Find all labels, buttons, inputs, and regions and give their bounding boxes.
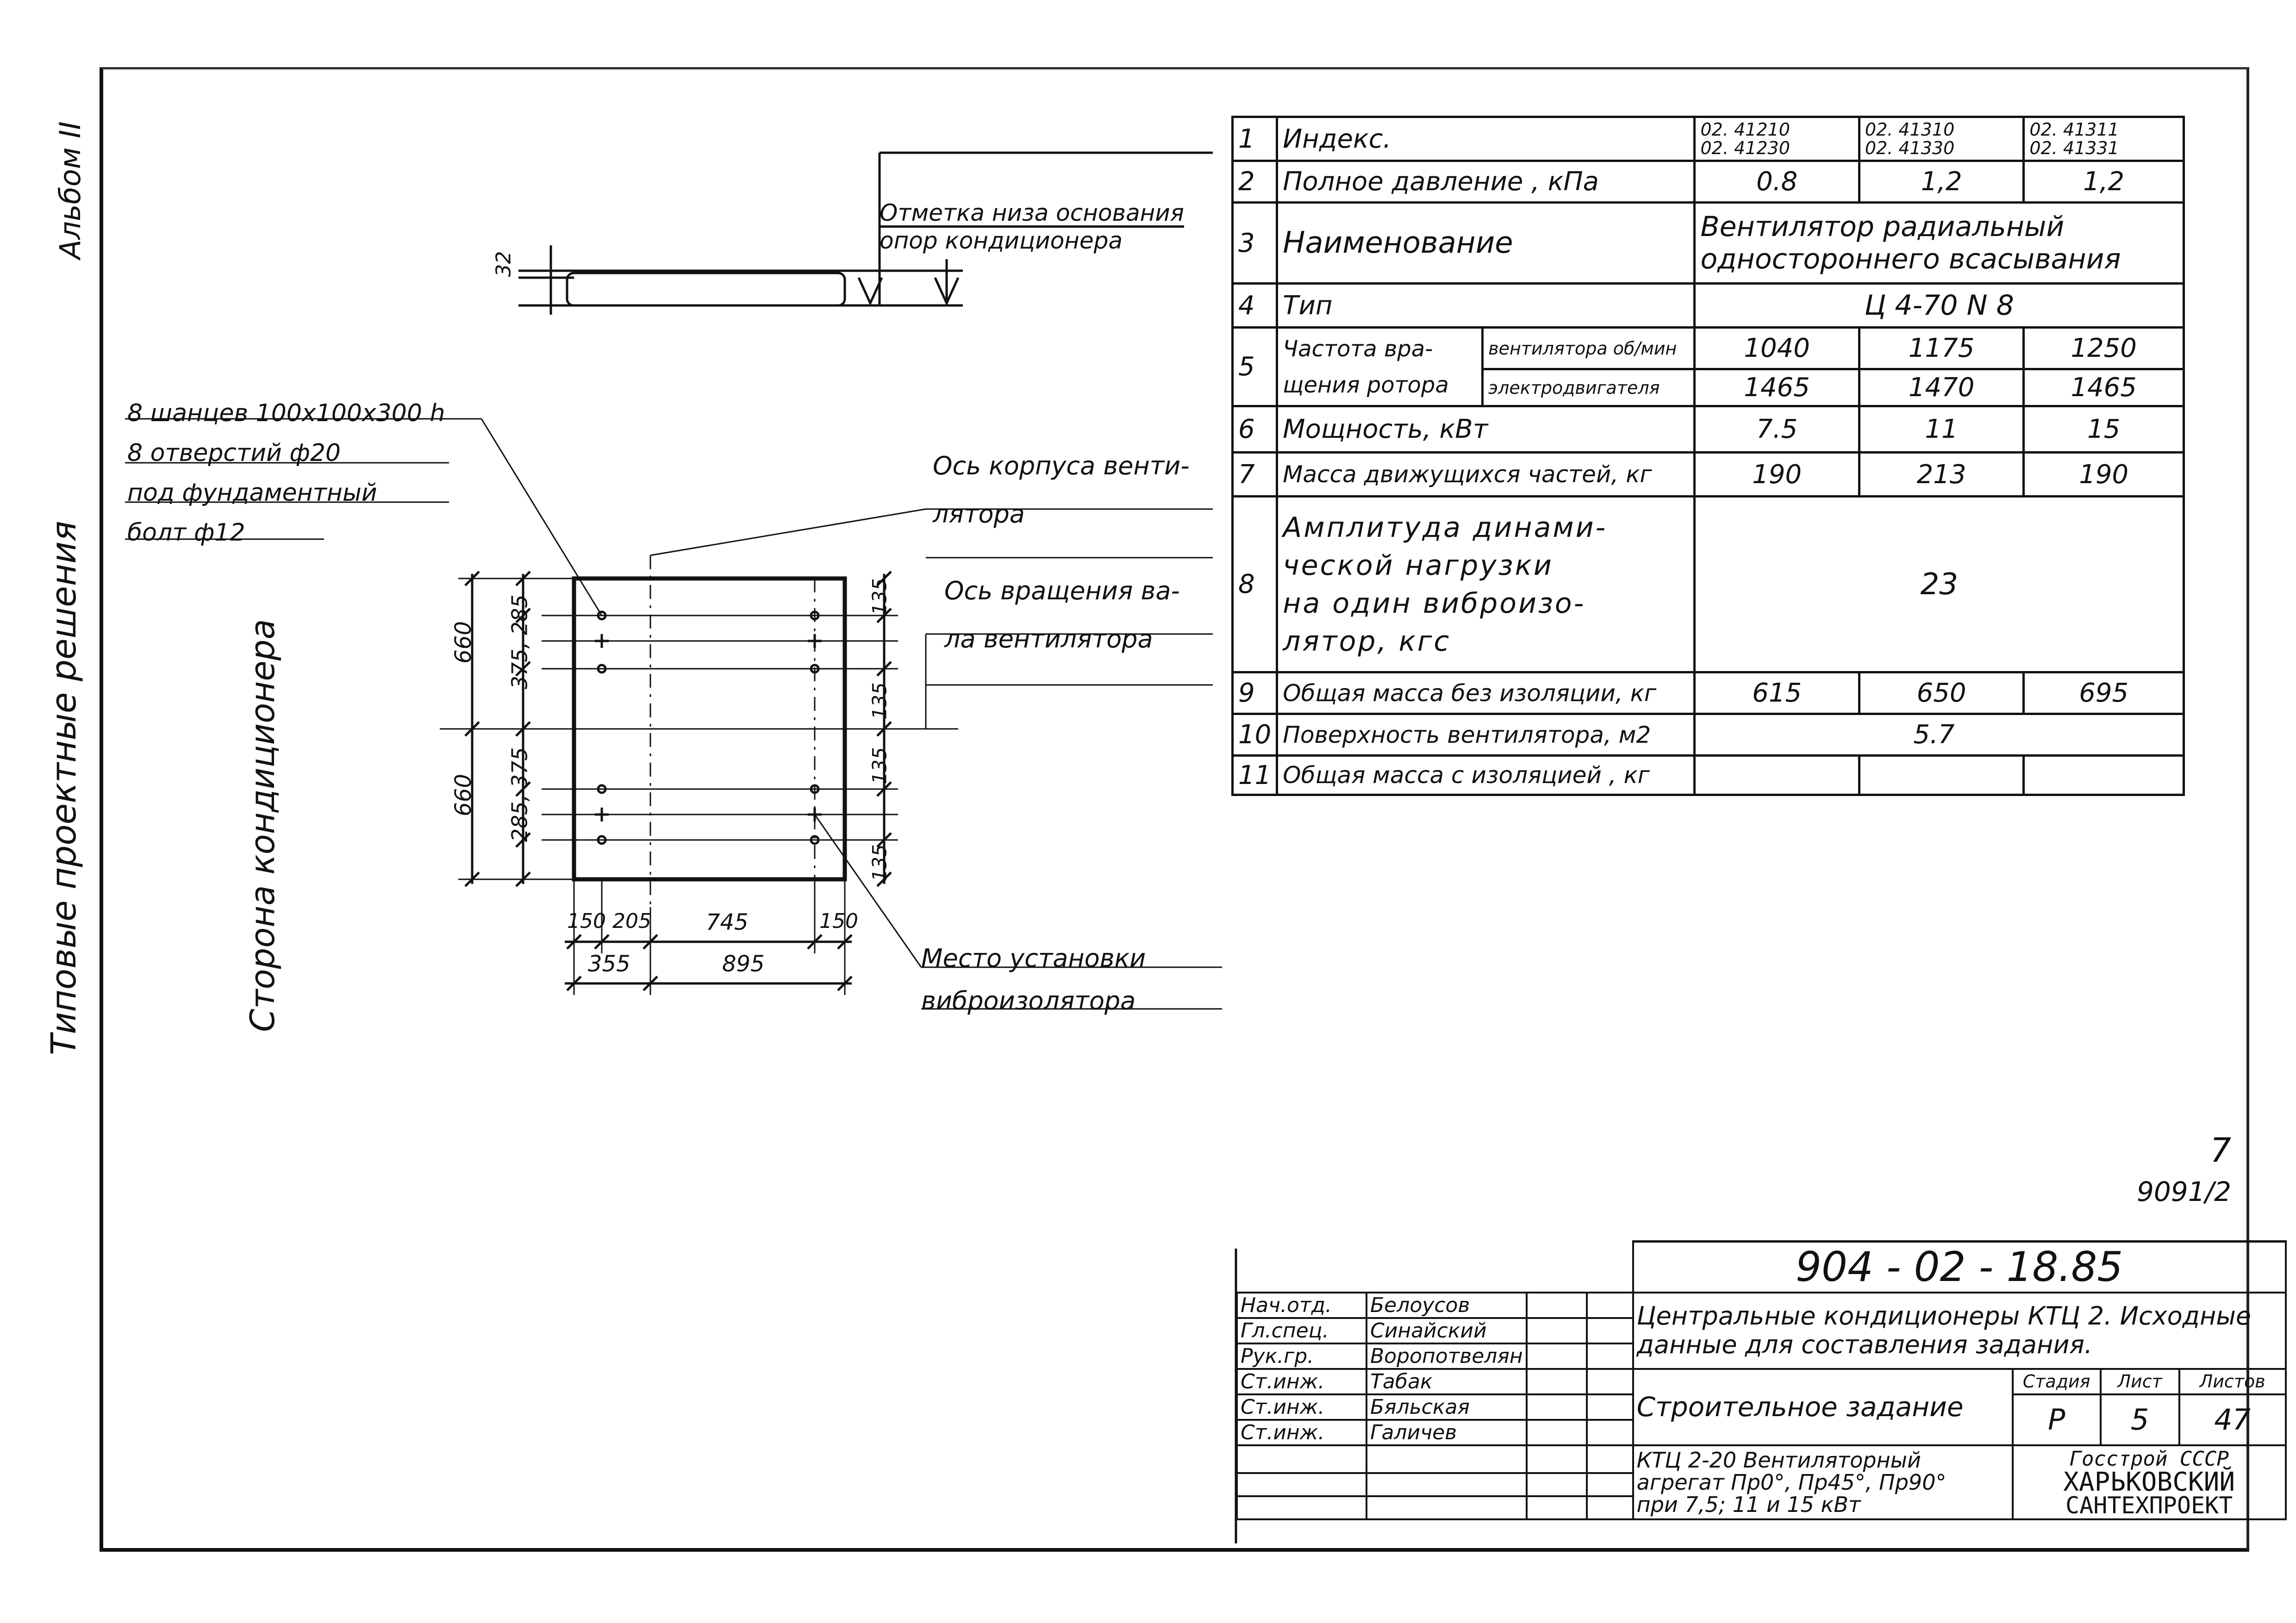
sheet-mark-number: 7 bbox=[2210, 1131, 2231, 1169]
mass-no-insulation-2: 650 bbox=[1859, 672, 2023, 714]
person-signature bbox=[1527, 1420, 1587, 1445]
power-1: 7.5 bbox=[1695, 406, 1859, 453]
mass-no-insulation-3: 695 bbox=[2024, 672, 2184, 714]
organization-line-1: Госстрой СССР bbox=[2069, 1447, 2229, 1471]
title-block bbox=[1236, 1240, 2287, 1520]
person-name: Синайский bbox=[1366, 1318, 1527, 1343]
anchor-callout-line-3: под фундаментный bbox=[127, 479, 377, 507]
name-value bbox=[1695, 203, 2184, 284]
isolator-callout bbox=[921, 937, 1146, 1022]
mass-no-insulation-1: 615 bbox=[1695, 672, 1859, 714]
motor-rpm-3: 1465 bbox=[2024, 369, 2184, 406]
index-col-2-a: 02. 41310 bbox=[1865, 119, 1955, 140]
blank-row bbox=[1237, 1445, 2286, 1473]
mass-insulation-3 bbox=[2024, 756, 2184, 795]
index-label: Индекс. bbox=[1277, 117, 1695, 161]
body-axis-callout-line-2: лятора bbox=[933, 499, 1025, 529]
sheet-description bbox=[1633, 1445, 2013, 1519]
dynamic-load-value: 23 bbox=[1695, 497, 2184, 672]
blank-cell bbox=[1527, 1496, 1587, 1519]
person-signature bbox=[1527, 1369, 1587, 1394]
power-label: Мощность, кВт bbox=[1277, 406, 1695, 453]
spec-row-6 bbox=[1233, 406, 2184, 453]
shaft-axis-callout bbox=[944, 567, 1180, 663]
series-label: Типовые проектные решения bbox=[44, 521, 84, 1055]
power-2: 11 bbox=[1859, 406, 2023, 453]
dimension-32: 32 bbox=[492, 251, 516, 277]
dynamic-load-line-2: ческой нагрузки bbox=[1283, 549, 1554, 582]
person-name: Белоусов bbox=[1366, 1293, 1527, 1318]
person-role: Ст.инж. bbox=[1237, 1394, 1366, 1420]
rotation-label-line-1: Частота вра- bbox=[1283, 336, 1433, 362]
blank-cell bbox=[1587, 1473, 1633, 1496]
pressure-1: 0.8 bbox=[1695, 161, 1859, 203]
person-role: Гл.спец. bbox=[1237, 1318, 1366, 1343]
mass-insulation-label: Общая масса с изоляцией , кг bbox=[1277, 756, 1695, 795]
rotation-label bbox=[1277, 328, 1483, 406]
sheet-header: Лист bbox=[2101, 1369, 2179, 1394]
organization-line-3: САНТЕХПРОЕКТ bbox=[2065, 1492, 2233, 1519]
person-row bbox=[1237, 1293, 2286, 1318]
blank-cell bbox=[1366, 1473, 1527, 1496]
dim-745: 745 bbox=[706, 909, 749, 935]
row-number: 4 bbox=[1233, 284, 1277, 328]
blank-cell bbox=[1237, 1496, 1366, 1519]
index-col-1 bbox=[1695, 117, 1859, 161]
index-col-2 bbox=[1859, 117, 2023, 161]
anchor-callout-line-4: болт ф12 bbox=[127, 519, 245, 547]
person-date bbox=[1587, 1394, 1633, 1420]
index-col-3-b: 02. 41331 bbox=[2029, 138, 2119, 158]
fan-rpm-2: 1175 bbox=[1859, 328, 2023, 369]
spec-row-7 bbox=[1233, 453, 2184, 497]
spec-row-1 bbox=[1233, 117, 2184, 161]
sheets-header: Листов bbox=[2179, 1369, 2286, 1394]
blank-cell bbox=[1237, 1445, 1366, 1473]
anchor-callout-line-1: 8 шанцев 100х100х300 h bbox=[127, 399, 445, 427]
person-date bbox=[1587, 1318, 1633, 1343]
person-name: Бяльская bbox=[1366, 1394, 1527, 1420]
isolator-callout-line-1: Место установки bbox=[921, 944, 1146, 973]
fan-spec-table bbox=[1231, 116, 2185, 796]
surface-value: 5.7 bbox=[1695, 714, 2184, 756]
index-col-1-a: 02. 41210 bbox=[1700, 119, 1790, 140]
person-role: Ст.инж. bbox=[1237, 1420, 1366, 1445]
dim-355: 355 bbox=[588, 951, 630, 977]
person-role: Нач.отд. bbox=[1237, 1293, 1366, 1318]
person-role: Ст.инж. bbox=[1237, 1369, 1366, 1394]
spec-row-9 bbox=[1233, 672, 2184, 714]
document-code: 904 - 02 - 18.85 bbox=[1633, 1242, 2286, 1293]
name-value-line-2: одностороннего всасывания bbox=[1700, 243, 2121, 275]
motor-rpm-label: электродвигателя bbox=[1483, 369, 1695, 406]
pressure-3: 1,2 bbox=[2024, 161, 2184, 203]
spec-row-10 bbox=[1233, 714, 2184, 756]
task-title: Строительное задание bbox=[1633, 1369, 2013, 1445]
person-role: Рук.гр. bbox=[1237, 1343, 1366, 1369]
stage-value: Р bbox=[2013, 1394, 2101, 1445]
dynamic-load-line-4: лятор, кгс bbox=[1283, 625, 1451, 658]
moving-mass-2: 213 bbox=[1859, 453, 2023, 497]
person-name: Табак bbox=[1366, 1369, 1527, 1394]
blank-cell bbox=[1587, 1496, 1633, 1519]
base-mark-note-line-1: Отметка низа основания bbox=[880, 199, 1184, 226]
album-label: Альбом II bbox=[53, 121, 87, 259]
body-axis-callout bbox=[933, 442, 1190, 538]
dim-150-205: 150 205 bbox=[567, 909, 651, 933]
pressure-label: Полное давление , кПа bbox=[1277, 161, 1695, 203]
mass-no-insulation-label: Общая масса без изоляции, кг bbox=[1277, 672, 1695, 714]
fan-rpm-3: 1250 bbox=[2024, 328, 2184, 369]
fan-rpm-label: вентилятора об/мин bbox=[1483, 328, 1695, 369]
pressure-2: 1,2 bbox=[1859, 161, 2023, 203]
sheet-description-line-1: КТЦ 2-20 Вентиляторный bbox=[1636, 1447, 1921, 1473]
index-col-1-b: 02. 41230 bbox=[1700, 138, 1790, 158]
person-date bbox=[1587, 1420, 1633, 1445]
sheet-mark bbox=[2129, 1129, 2231, 1213]
person-date bbox=[1587, 1369, 1633, 1394]
row-number: 9 bbox=[1233, 672, 1277, 714]
dim-660-top: 660 bbox=[450, 621, 476, 664]
moving-mass-3: 190 bbox=[2024, 453, 2184, 497]
row-number: 1 bbox=[1233, 117, 1277, 161]
blank-cell bbox=[1527, 1473, 1587, 1496]
motor-rpm-1: 1465 bbox=[1695, 369, 1859, 406]
sheet-mark-code: 9091/2 bbox=[2136, 1176, 2231, 1207]
person-signature bbox=[1527, 1293, 1587, 1318]
row-number: 10 bbox=[1233, 714, 1277, 756]
type-label: Тип bbox=[1277, 284, 1695, 328]
mass-insulation-2 bbox=[1859, 756, 2023, 795]
spec-row-8 bbox=[1233, 497, 2184, 672]
person-signature bbox=[1527, 1343, 1587, 1369]
shaft-axis-callout-line-1: Ось вращения ва- bbox=[944, 576, 1180, 605]
surface-label: Поверхность вентилятора, м2 bbox=[1277, 714, 1695, 756]
dim-150-right: 150 bbox=[819, 909, 858, 933]
dim-135-4: 135 bbox=[868, 844, 891, 882]
blank-cell bbox=[1366, 1496, 1527, 1519]
blank-cell bbox=[1237, 1473, 1366, 1496]
person-name: Воропотвелян bbox=[1366, 1343, 1527, 1369]
person-row bbox=[1237, 1369, 2286, 1394]
row-number: 6 bbox=[1233, 406, 1277, 453]
name-value-line-1: Вентилятор радиальный bbox=[1700, 211, 2065, 243]
index-col-3 bbox=[2024, 117, 2184, 161]
spec-row-5a bbox=[1233, 328, 2184, 369]
person-date bbox=[1587, 1293, 1633, 1318]
person-name: Галичев bbox=[1366, 1420, 1527, 1445]
base-mark-note-line-2: опор кондиционера bbox=[880, 227, 1123, 254]
mass-insulation-1 bbox=[1695, 756, 1859, 795]
row-number: 7 bbox=[1233, 453, 1277, 497]
spec-row-4 bbox=[1233, 284, 2184, 328]
rotation-label-line-2: щения ротора bbox=[1283, 372, 1449, 398]
index-col-3-a: 02. 41311 bbox=[2029, 119, 2119, 140]
stage-header: Стадия bbox=[2013, 1369, 2101, 1394]
organization-line-2: ХАРЬКОВСКИЙ bbox=[2063, 1467, 2235, 1497]
person-date bbox=[1587, 1343, 1633, 1369]
sheet-description-line-2: агрегат Пр0°, Пр45°, Пр90° bbox=[1636, 1469, 1947, 1495]
dim-135-1: 135 bbox=[868, 578, 891, 616]
title-block-blank bbox=[1237, 1242, 1633, 1293]
document-title-line-2: данные для составления задания. bbox=[1636, 1330, 2093, 1359]
blank-cell bbox=[1366, 1445, 1527, 1473]
dim-660-bottom: 660 bbox=[450, 774, 476, 816]
isolator-callout-line-2: виброизолятора bbox=[921, 986, 1136, 1015]
row-number: 8 bbox=[1233, 497, 1277, 672]
air-conditioner-side-label: Сторона кондиционера bbox=[243, 619, 282, 1032]
dynamic-load-line-3: на один виброизо- bbox=[1283, 587, 1586, 620]
sheets-value: 47 bbox=[2179, 1394, 2286, 1445]
sheet-description-line-3: при 7,5; 11 и 15 кВт bbox=[1636, 1492, 1861, 1517]
document-title bbox=[1633, 1293, 2286, 1369]
organization bbox=[2013, 1445, 2286, 1519]
document-title-line-1: Центральные кондиционеры КТЦ 2. Исходные bbox=[1636, 1301, 2252, 1331]
dim-135-2: 135 bbox=[868, 682, 891, 720]
sheet-value: 5 bbox=[2101, 1394, 2179, 1445]
motor-rpm-2: 1470 bbox=[1859, 369, 2023, 406]
dim-135-3: 135 bbox=[868, 747, 891, 784]
spec-row-2 bbox=[1233, 161, 2184, 203]
power-3: 15 bbox=[2024, 406, 2184, 453]
base-mark-note bbox=[880, 199, 1184, 255]
name-label: Наименование bbox=[1277, 203, 1695, 284]
spec-row-11 bbox=[1233, 756, 2184, 795]
type-value: Ц 4-70 N 8 bbox=[1695, 284, 2184, 328]
moving-mass-1: 190 bbox=[1695, 453, 1859, 497]
dim-285-375-bottom: 285, 375 bbox=[507, 747, 532, 842]
person-signature bbox=[1527, 1318, 1587, 1343]
body-axis-callout-line-1: Ось корпуса венти- bbox=[933, 451, 1190, 480]
row-number: 3 bbox=[1233, 203, 1277, 284]
index-col-2-b: 02. 41330 bbox=[1865, 138, 1955, 158]
dynamic-load-line-1: Амплитуда динами- bbox=[1283, 511, 1608, 544]
blank-cell bbox=[1587, 1445, 1633, 1473]
anchor-callout bbox=[127, 393, 445, 553]
row-number: 11 bbox=[1233, 756, 1277, 795]
person-signature bbox=[1527, 1394, 1587, 1420]
spec-row-3 bbox=[1233, 203, 2184, 284]
dynamic-load-label bbox=[1277, 497, 1695, 672]
moving-mass-label: Масса движущихся частей, кг bbox=[1277, 453, 1695, 497]
anchor-callout-line-2: 8 отверстий ф20 bbox=[127, 439, 341, 467]
dim-895: 895 bbox=[722, 951, 765, 977]
row-number: 5 bbox=[1233, 328, 1277, 406]
fan-rpm-1: 1040 bbox=[1695, 328, 1859, 369]
row-number: 2 bbox=[1233, 161, 1277, 203]
blank-cell bbox=[1527, 1445, 1587, 1473]
shaft-axis-callout-line-2: ла вентилятора bbox=[944, 624, 1153, 653]
dim-375-285-top: 375, 285 bbox=[507, 594, 532, 690]
